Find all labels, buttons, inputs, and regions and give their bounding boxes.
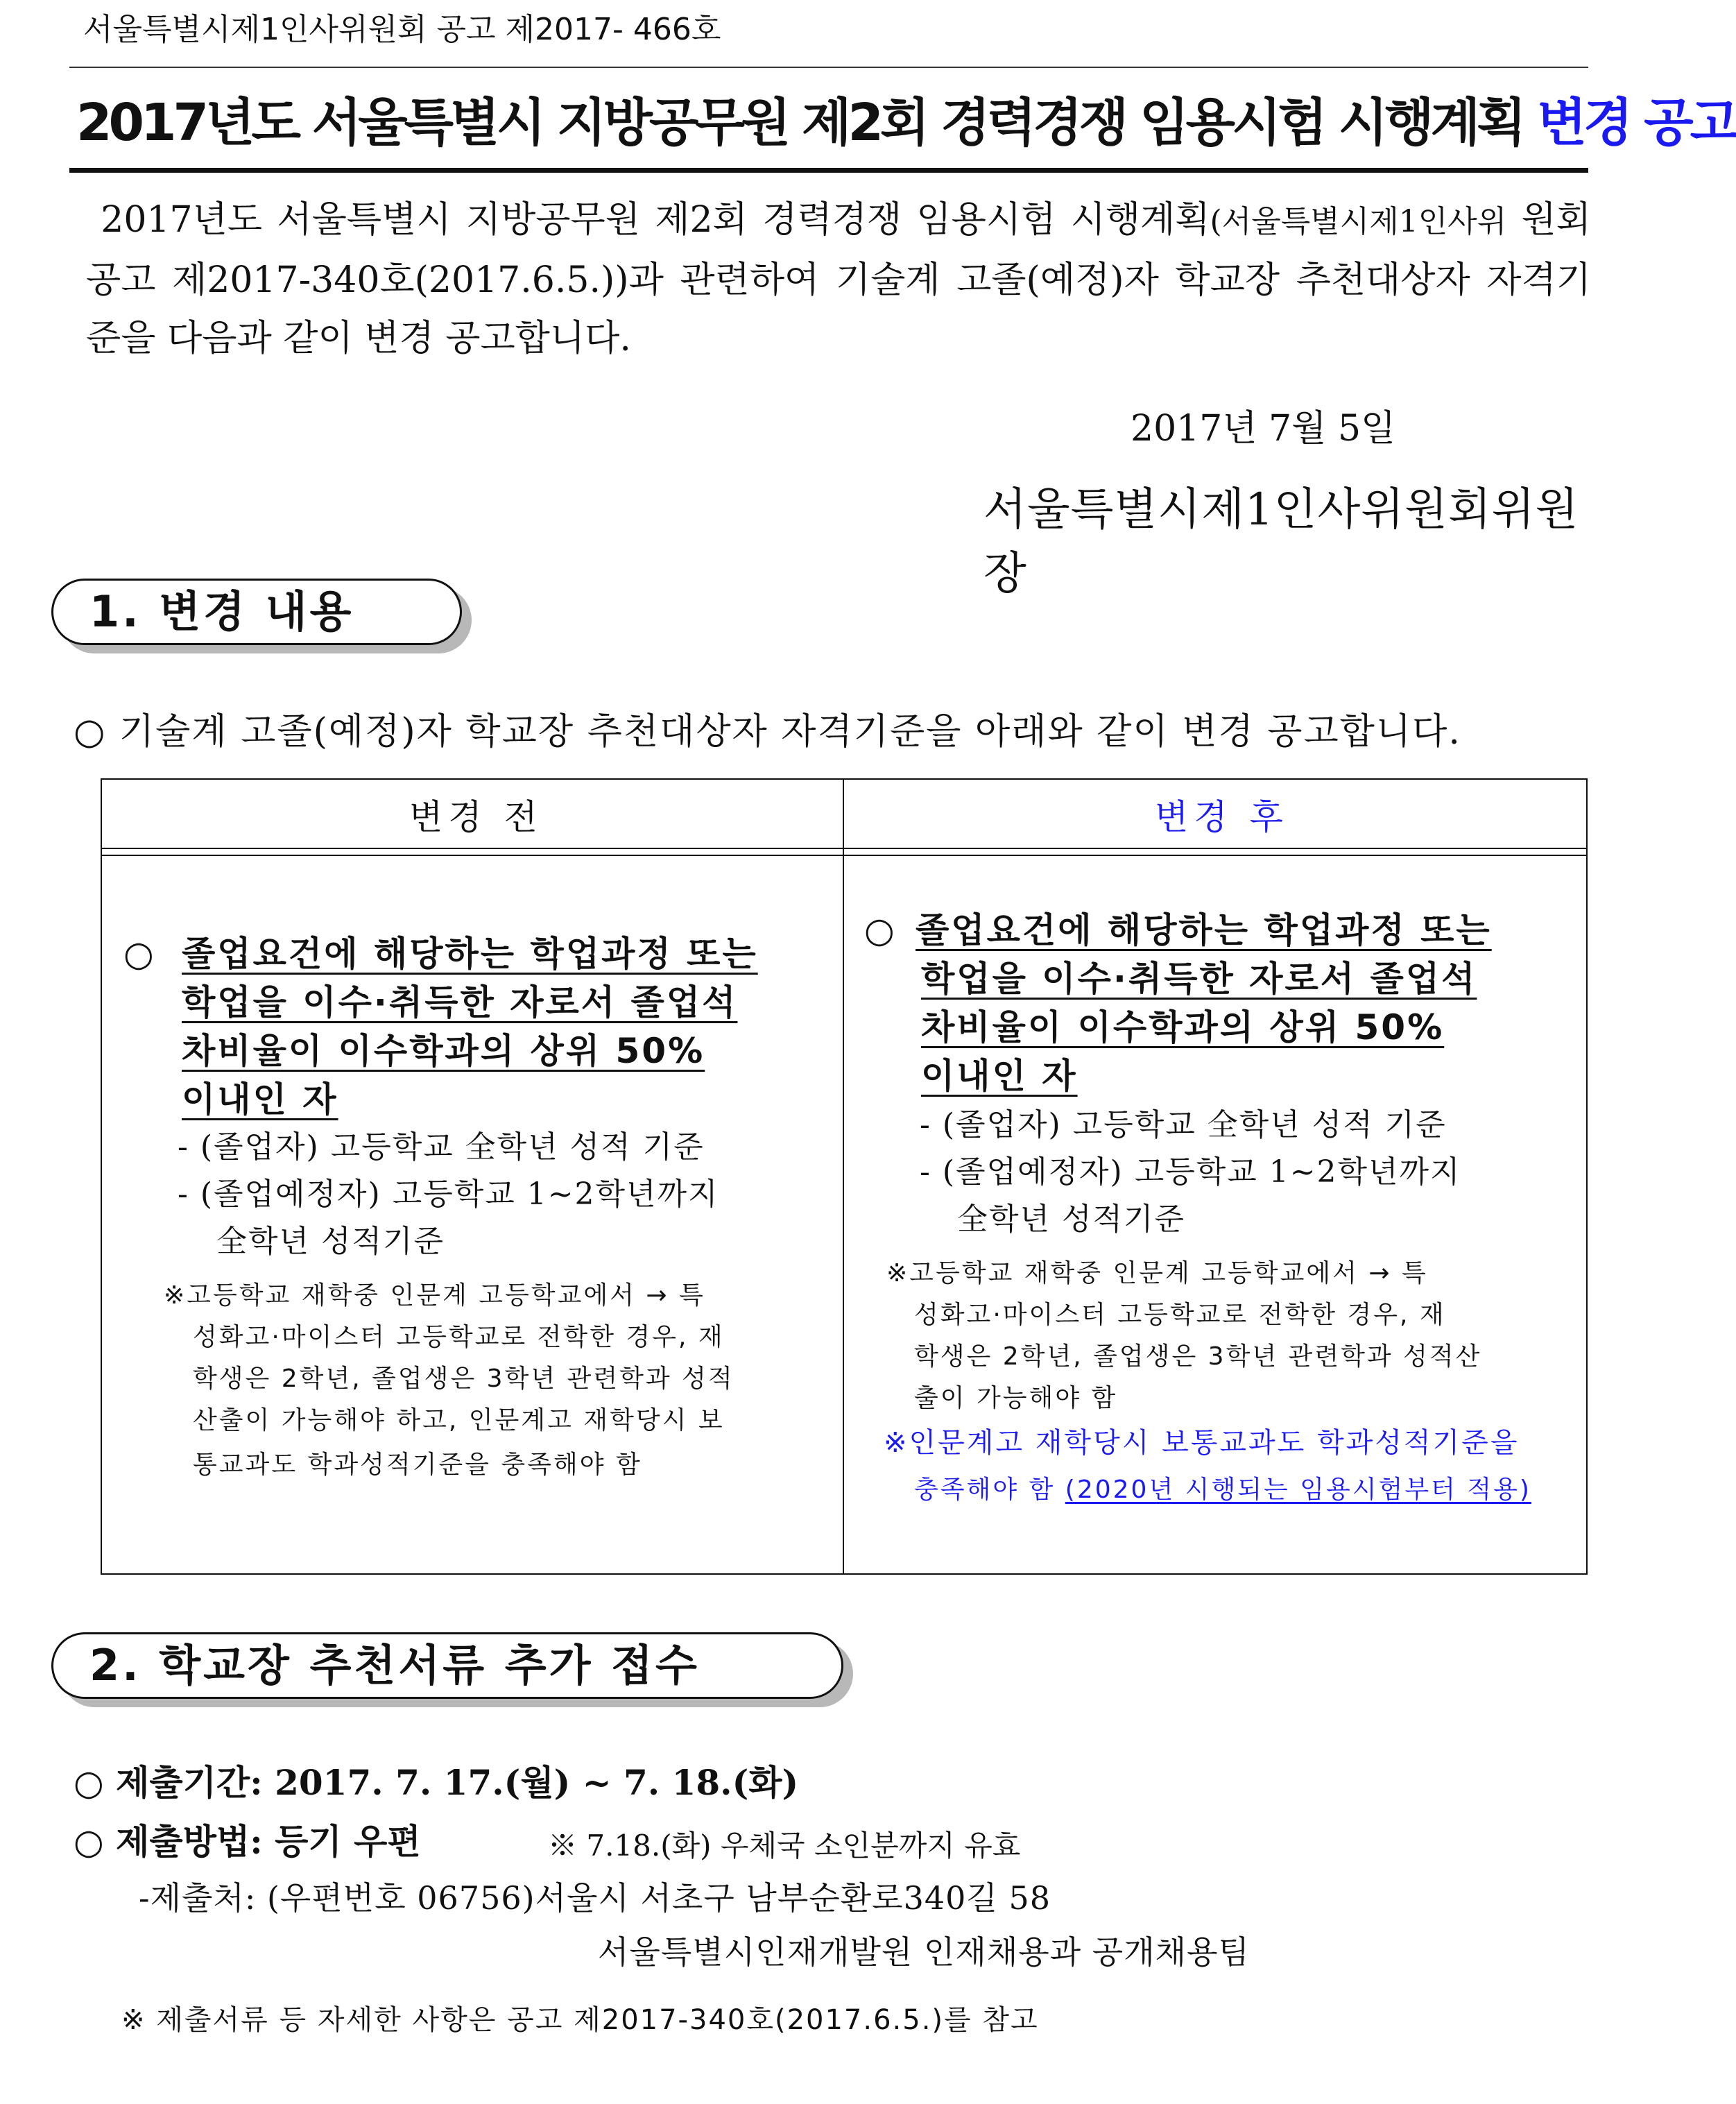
before-criteria-line: 졸업요건에 해당하는 학업과정 또는 xyxy=(182,934,758,974)
table-header-divider-double xyxy=(101,855,1588,856)
section1-bullet: ○ 기술계 고졸(예정)자 학교장 추천대상자 자격기준을 아래와 같이 변경 공고합니다. xyxy=(74,711,1461,753)
after-note: 성화고·마이스터 고등학교로 전학한 경우, 재 xyxy=(914,1301,1446,1329)
after-circle-bullet: ○ xyxy=(864,910,897,950)
after-criteria-line: 학업을 이수·취득한 자로서 졸업석 xyxy=(921,959,1477,999)
before-sub-item: - (졸업예정자) 고등학교 1~2학년까지 xyxy=(178,1177,719,1212)
after-note: 학생은 2학년, 졸업생은 3학년 관련학과 성적산 xyxy=(914,1342,1482,1371)
page-title xyxy=(76,82,1736,155)
before-note: 학생은 2학년, 졸업생은 3학년 관련학과 성적 xyxy=(193,1365,734,1393)
after-criteria-line: 졸업요건에 해당하는 학업과정 또는 xyxy=(916,910,1492,950)
after-note: ※고등학교 재학중 인문계 고등학교에서 → 특 xyxy=(886,1259,1428,1288)
after-criteria-line: 이내인 자 xyxy=(921,1056,1078,1096)
after-note-new xyxy=(914,1469,1531,1511)
before-criteria-line: 이내인 자 xyxy=(182,1079,338,1120)
column-header-after: 변경 후 xyxy=(1155,797,1289,837)
section2-heading: 2. 학교장 추천서류 추가 접수 xyxy=(51,1632,843,1699)
intro-text-3: 원회 공고 제2017-340호(2017.6.5.))과 관련하여 기술계 고졸(예정)자 학교장 추천대상자 자격기준을 다음과 같이 변경 공고합니다. xyxy=(86,199,1591,359)
intro-text-1: 2017년도 서울특별시 지방공무원 제2회 경력경쟁 임용시험 시행계획 xyxy=(101,199,1210,241)
submission-destination-office: 서울특별시인재개발원 인재채용과 공개채용팀 xyxy=(598,1933,1250,1971)
after-note-new-text: 충족해야 함 xyxy=(914,1476,1065,1504)
after-note: 출이 가능해야 함 xyxy=(914,1384,1118,1412)
before-sub-item: 全학년 성적기준 xyxy=(216,1224,445,1259)
after-sub-item: 全학년 성적기준 xyxy=(957,1201,1186,1237)
after-criteria-line: 차비율이 이수학과의 상위 50% xyxy=(921,1007,1445,1047)
reference-note: ※ 제출서류 등 자세한 사항은 공고 제2017-340호(2017.6.5.)를 참고 xyxy=(121,2004,1039,2036)
after-sub-item: - (졸업예정자) 고등학교 1~2학년까지 xyxy=(920,1154,1461,1190)
before-note: ※고등학교 재학중 인문계 고등학교에서 → 특 xyxy=(164,1281,705,1310)
title-main: 2017년도 서울특별시 지방공무원 제2회 경력경쟁 임용시험 시행계획 xyxy=(76,93,1538,153)
submission-method-note: ※ 7.18.(화) 우체국 소인분까지 유효 xyxy=(548,1829,1021,1863)
announcement-date: 2017년 7월 5일 xyxy=(1131,408,1396,450)
effective-date-note: (2020년 시행되는 임용시험부터 적용) xyxy=(1065,1476,1531,1504)
before-note: 성화고·마이스터 고등학교로 전학한 경우, 재 xyxy=(193,1323,725,1351)
submission-destination: -제출처: (우편번호 06756)서울시 서초구 남부순환로340길 58 xyxy=(139,1879,1051,1917)
before-sub-item: - (졸업자) 고등학교 全학년 성적 기준 xyxy=(178,1129,705,1165)
announcement-number: 서울특별시제1인사위원회 공고 제2017- 466호 xyxy=(83,12,721,47)
intro-paragraph xyxy=(86,191,1591,368)
before-note: 산출이 가능해야 하고, 인문계고 재학당시 보 xyxy=(193,1406,725,1435)
header-divider xyxy=(69,67,1588,68)
intro-text-2: (서울특별시제1인사위 xyxy=(1210,204,1507,239)
title-divider xyxy=(69,168,1588,173)
before-circle-bullet: ○ xyxy=(123,934,156,974)
submission-method: ○ 제출방법: 등기 우편 xyxy=(74,1821,421,1862)
after-note-new: ※인문계고 재학당시 보통교과도 학과성적기준을 xyxy=(884,1427,1520,1459)
before-criteria-line: 학업을 이수·취득한 자로서 졸업석 xyxy=(182,982,738,1023)
section1-heading: 1. 변경 내용 xyxy=(51,579,462,645)
before-criteria-line: 차비율이 이수학과의 상위 50% xyxy=(182,1031,705,1071)
issuer: 서울특별시제1인사위원회위원장 xyxy=(983,484,1579,599)
table-header-divider xyxy=(101,848,1588,849)
title-emphasis: 변경 공고 xyxy=(1537,93,1736,153)
table-column-divider xyxy=(843,778,844,1575)
submission-period: ○ 제출기간: 2017. 7. 17.(월) ~ 7. 18.(화) xyxy=(74,1762,799,1803)
column-header-before: 변경 전 xyxy=(409,797,543,837)
before-note: 통교과도 학과성적기준을 충족해야 함 xyxy=(193,1451,642,1479)
after-sub-item: - (졸업자) 고등학교 全학년 성적 기준 xyxy=(920,1107,1447,1143)
